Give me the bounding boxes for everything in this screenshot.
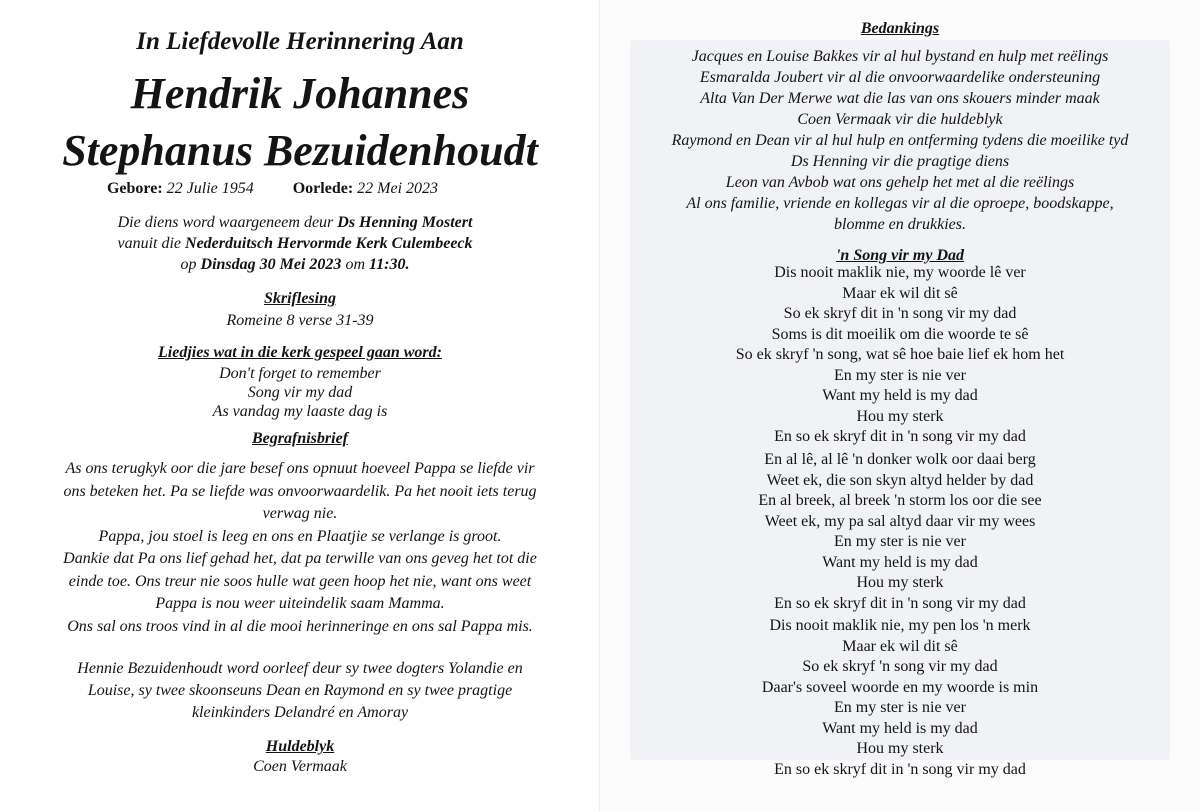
born-date: 22 Julie 1954: [166, 180, 254, 197]
thanks-list: Jacques en Louise Bakkes vir al hul bystand en hulp met reëlings Esmaralda Joubert vir al die onvoorwaardelike ondersteuning Alta Van Der Merwe wat die las van ons skouers minder maak Coen Vermaak vir die huldeblyk Raymond en Dean vir al hul hulp en ontferming tydens die moeilike tyd Ds Henning vir die pragtige diens Leon van Avbob wat ons gehelp het met al die reëlings Al ons familie, vriende en kollegas vir al die oproepe, boodskappe, blomme en drukkies.: [671, 48, 1129, 233]
deceased-name-line-1: Hendrik Johannes: [130, 69, 470, 118]
service-details: Die diens word waargeneem deur Ds Henning Mostert vanuit die Nederduitsch Hervormde Kerk Culembeeck op Dinsdag 30 Mei 2023 om 11:30.: [117, 214, 473, 273]
song-verse-3: Dis nooit maklik nie, my pen los 'n merk Maar ek wil dit sê So ek skryf 'n song vir my dad Daar's soveel woorde en my woorde is min En my ster is nie ver Want my held is my dad Hou my sterk En so ek skryf dit in 'n song vir my dad: [761, 617, 1039, 778]
song-verse-2: En al lê, al lê 'n donker wolk oor daai berg Weet ek, die son skyn altyd helder by dad En al breek, al breek 'n storm los oor die see Weet ek, my pa sal altyd daar vir my wees En my ster is nie ver Want my held is my dad Hou my sterk En so ek skryf dit in 'n song vir my dad: [758, 451, 1042, 612]
scripture-title: Skriflesing: [263, 290, 336, 307]
song-title: 'n Song vir my Dad: [835, 247, 964, 264]
deceased-name-line-2: Stephanus Bezuidenhoudt: [62, 126, 538, 175]
dates-row: [0, 180, 600, 198]
born-label: Gebore:: [106, 180, 163, 197]
thanks-title: Bedankings: [860, 20, 940, 37]
survivors-text: Hennie Bezuidenhoudt word oorleef deur sy twee dogters Yolandie en Louise, sy twee skoonseuns Dean en Raymond en sy twee pragtige kleinkinders Delandré en Amoray: [77, 660, 523, 721]
song-item: Don't forget to remember: [219, 365, 381, 382]
songs-title: Liedjies wat in die kerk gespeel gaan word:: [158, 344, 442, 361]
song-item: Song vir my dad: [247, 384, 353, 401]
minister-name: Ds Henning Mostert: [337, 214, 473, 231]
song-verse-1: Dis nooit maklik nie, my woorde lê ver Maar ek wil dit sê So ek skryf dit in 'n song vir my dad Soms is dit moeilik om die woorde te sê So ek skryf 'n song, wat sê hoe baie lief ek hom het En my ster is nie ver Want my held is my dad Hou my sterk En so ek skryf dit in 'n song vir my dad: [735, 264, 1065, 445]
songs-list: [0, 364, 600, 421]
died-label: Oorlede:: [292, 180, 354, 197]
tribute-title: Huldeblyk: [265, 738, 335, 755]
service-date: Dinsdag 30 Mei 2023: [200, 256, 342, 273]
scripture-text: Romeine 8 verse 31-39: [226, 312, 374, 329]
song-item: As vandag my laaste dag is: [212, 403, 388, 420]
memory-heading: In Liefdevolle Herinnering Aan: [136, 28, 464, 55]
died-date: 22 Mei 2023: [357, 180, 439, 197]
tribute-name: Coen Vermaak: [253, 758, 347, 775]
church-name: Nederduitsch Hervormde Kerk Culembeeck: [185, 235, 473, 252]
letter-title: Begrafnisbrief: [252, 430, 348, 447]
service-time: 11:30.: [369, 256, 410, 273]
right-page: [600, 0, 1200, 811]
letter-body: As ons terugkyk oor die jare besef ons opnuut hoeveel Pappa se liefde vir ons beteken het. Pa se liefde was onvoorwaardelik. Pa het nooit iets terug verwag nie. Pappa, jou stoel is leeg en ons en Plaatjie se verlange is groot. Dankie dat Pa ons lief gehad het, dat pa terwille van ons geveg het tot die einde toe. Ons treur nie soos hulle wat geen hoop het nie, want ons weet Pappa is nou weer uiteindelik saam Mamma. Ons sal ons troos vind in al die mooi herinneringe en ons sal Pappa mis.: [63, 460, 537, 635]
